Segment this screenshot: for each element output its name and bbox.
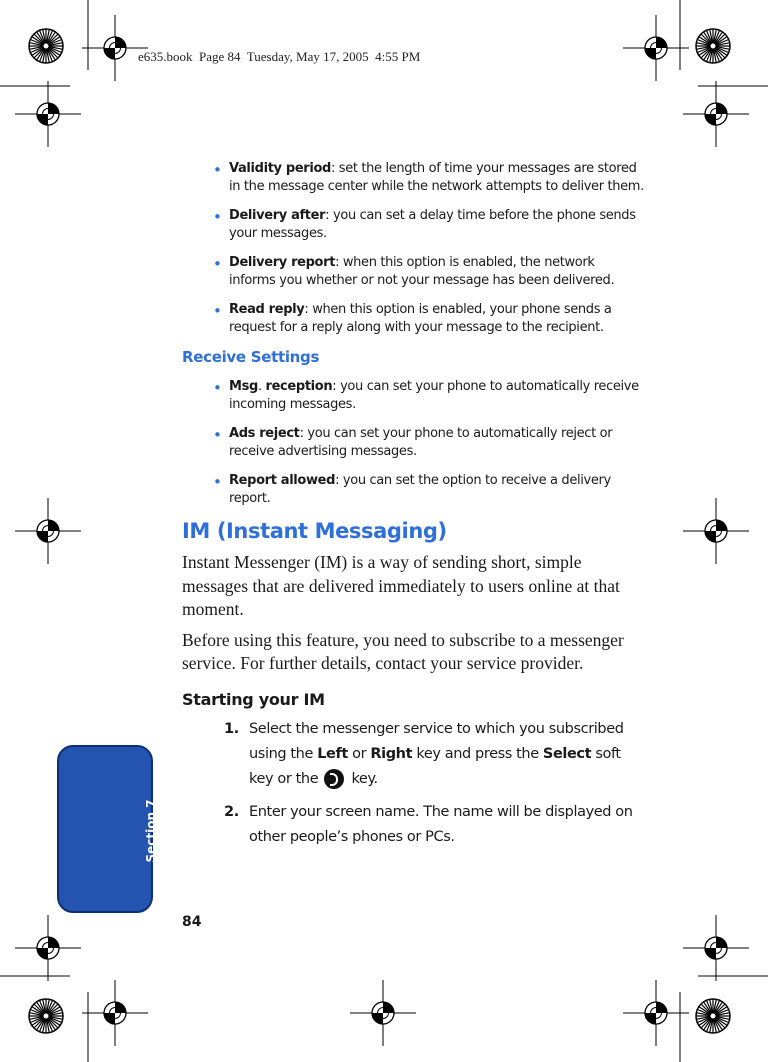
key-name-left: Left [317, 745, 348, 762]
bullet-dot-icon: • [213, 208, 222, 226]
step-text: Enter your screen name. The name will be displayed on other people’s phones or PCs. [249, 803, 633, 845]
page-content [182, 160, 644, 858]
step-text: soft key or the [249, 745, 621, 787]
ok-key-icon [324, 769, 344, 789]
bullet-msg-reception [182, 378, 644, 414]
section-tab [57, 745, 158, 913]
bullet-text: : when this option is enabled, your phone sends a request for a reply along with your message to the recipient. [229, 302, 612, 335]
bullet-read-reply [182, 301, 644, 337]
step-1 [182, 717, 644, 792]
bullet-text: : set the length of time your messages are stored in the message center while the network attempts to deliver them. [229, 161, 644, 194]
bullet-separator: . [257, 379, 266, 394]
book-header-line: e635.book Page 84 Tuesday, May 17, 2005 4:55 PM [138, 49, 421, 64]
page-number: 84 [182, 914, 202, 930]
bullet-dot-icon: • [213, 473, 222, 491]
step-number: 1. [224, 720, 239, 737]
step-text: Select the messenger service to which you subscribed using the [249, 720, 624, 762]
step-text: key. [347, 770, 378, 787]
im-subscribe-paragraph: Before using this feature, you need to subscribe to a messenger service. For further details, contact your service provider. [182, 629, 624, 673]
bullet-dot-icon: • [213, 302, 222, 320]
bullet-report-allowed [182, 472, 644, 508]
bullet-term: reception [265, 379, 333, 394]
bullet-dot-icon: • [213, 255, 222, 273]
bullet-text: : you can set a delay time before the phone sends your messages. [229, 208, 636, 241]
bullet-term: Report allowed [229, 473, 336, 488]
bullet-text: : you can set your phone to automatically receive incoming messages. [229, 379, 639, 412]
bullet-term: Msg [229, 379, 258, 394]
step-number: 2. [224, 803, 239, 820]
bullet-delivery-after [182, 207, 644, 243]
bullet-dot-icon: • [213, 426, 222, 444]
bullet-ads-reject [182, 425, 644, 461]
key-name-right: Right [370, 745, 413, 762]
section-tab-label: Section 7 [144, 799, 158, 863]
step-text: or [347, 745, 371, 762]
bullet-text: : when this option is enabled, the network informs you whether or not your message has been delivered. [229, 255, 615, 288]
im-section-title: IM (Instant Messaging) [182, 519, 447, 543]
receive-settings-heading: Receive Settings [182, 348, 320, 366]
bullet-term: Validity period [229, 161, 331, 176]
bullet-term: Delivery after [229, 208, 326, 223]
bullet-dot-icon: • [213, 161, 222, 179]
bullet-term: Ads reject [229, 426, 300, 441]
bullet-term: Delivery report [229, 255, 336, 270]
bullet-validity-period [182, 160, 644, 196]
bullet-delivery-report [182, 254, 644, 290]
bullet-dot-icon: • [213, 379, 222, 397]
bullet-text: : you can set the option to receive a delivery report. [229, 473, 611, 506]
im-intro-paragraph: Instant Messenger (IM) is a way of sending short, simple messages that are delivered immediately to users online at that moment. [182, 552, 620, 619]
key-name-select: Select [542, 745, 592, 762]
starting-im-heading: Starting your IM [182, 689, 325, 709]
step-2 [182, 800, 644, 850]
bullet-term: Read reply [229, 302, 305, 317]
step-text: key and press the [412, 745, 543, 762]
bullet-text: : you can set your phone to automatically reject or receive advertising messages. [229, 426, 613, 459]
